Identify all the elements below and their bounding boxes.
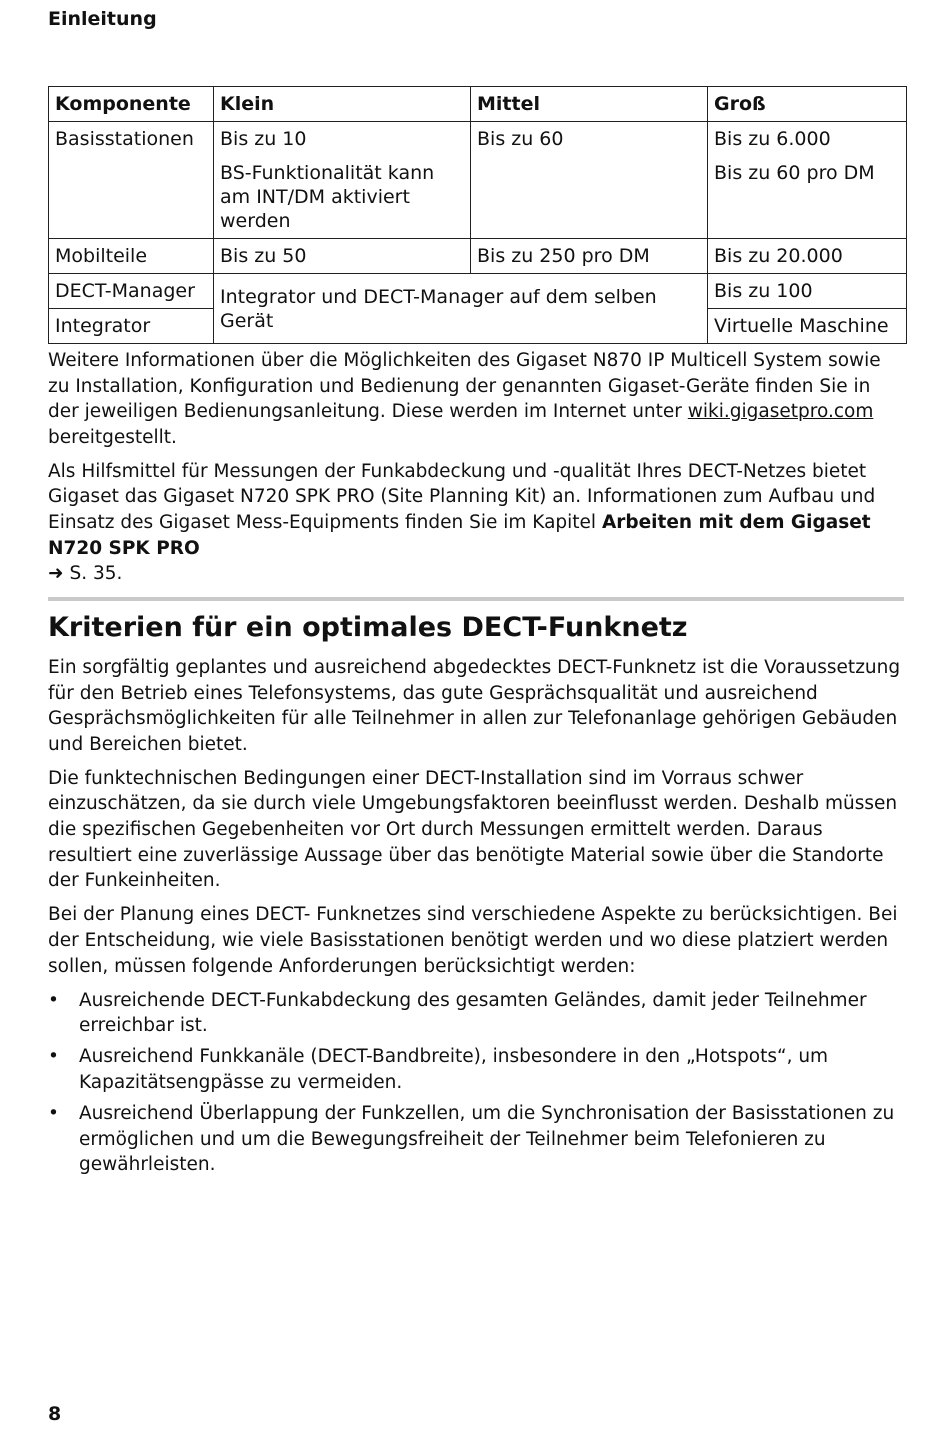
cell-note: Bis zu 60 pro DM — [714, 162, 875, 184]
section-body — [48, 655, 906, 1183]
list-item-text: Ausreichend Funkkanäle (DECT-Bandbreite), insbesondere in den „Hotspots“, um Kapazitätsengpässe zu vermeiden. — [79, 1046, 829, 1093]
paragraph-text: Weitere Informationen über die Möglichkeiten des Gigaset N870 IP Multicell System sowie zu Installation, Konfiguration und Bedienung der genannten Gigaset-Geräte finden Sie in der jeweiligen Bedienungsanleitung. Diese werden im Internet unter — [48, 350, 881, 423]
paragraph — [48, 459, 906, 587]
table-cell: Bis zu 100 — [708, 274, 907, 309]
list-item — [48, 1044, 906, 1095]
section-divider — [48, 597, 904, 601]
table-row — [49, 239, 907, 274]
arrow-right-icon: ➜ — [48, 563, 64, 585]
column-header: Mittel — [471, 87, 708, 122]
merged-cell: Integrator und DECT-Manager auf dem selben Gerät — [214, 274, 708, 344]
bullet-icon: • — [48, 1103, 59, 1124]
table-header-row — [49, 87, 907, 122]
table-row — [49, 274, 907, 309]
table-cell: Basisstationen — [49, 122, 214, 239]
page-header-title: Einleitung — [48, 8, 157, 30]
list-item-text: Ausreichende DECT-Funkabdeckung des gesamten Geländes, damit jeder Teilnehmer erreichbar ist. — [79, 989, 867, 1037]
table-cell: Bis zu 250 pro DM — [471, 239, 708, 274]
table-cell — [708, 122, 907, 239]
bullet-icon: • — [48, 989, 59, 1011]
table-cell: Virtuelle Maschine — [708, 309, 907, 344]
paragraph: Ein sorgfältig geplantes und ausreichend abgedecktes DECT-Funknetz ist die Voraussetzung für den Betrieb eines Telefonsystems, das gute Gesprächsqualität und ausreichend Gesprächsmöglichkeiten für alle Teilnehmer in allen zur Telefonanlage gehörigen Gebäuden und Bereichen bietet. — [48, 657, 901, 755]
paragraph — [48, 348, 906, 450]
paragraph-text: bereitgestellt. — [48, 426, 177, 448]
cell-text: Bis zu 10 — [220, 128, 307, 150]
table-cell: Bis zu 60 — [471, 122, 708, 239]
table-cell: Integrator — [49, 309, 214, 344]
section-title: Kriterien für ein optimales DECT-Funknetz — [48, 612, 688, 643]
bullet-icon: • — [48, 1046, 59, 1068]
column-header: Komponente — [49, 87, 214, 122]
component-table — [48, 86, 907, 344]
list-item — [48, 1101, 906, 1178]
page-number: 8 — [48, 1403, 62, 1425]
wiki-link[interactable]: wiki.gigasetpro.com — [687, 401, 874, 423]
page-reference-link[interactable]: S. 35. — [69, 563, 123, 585]
list-item — [48, 988, 906, 1039]
paragraph: Die funktechnischen Bedingungen einer DECT-Installation sind im Vorraus schwer einzuschätzen, da sie durch viele Umgebungsfaktoren beeinflusst werden. Deshalb müssen die spezifischen Gegebenheiten vor Ort durch Messungen ermittelt werden. Daraus resultiert eine zuverlässige Aussage über das benötigte Material sowie über die Standorte der Funkeinheiten. — [48, 767, 898, 892]
table-cell: Bis zu 20.000 — [708, 239, 907, 274]
paragraph-text: Als Hilfsmittel für Messungen der Funkabdeckung und -qualität Ihres DECT-Netzes bietet Gigaset das Gigaset N720 SPK PRO (Site Planning Kit) an. Informationen zum Aufbau und Einsatz des Gigaset Mess-Equipments finden Sie im Kapitel — [48, 460, 876, 534]
chapter-reference: Arbeiten mit dem Gigaset N720 SPK PRO — [48, 512, 871, 559]
paragraph: Bei der Planung eines DECT- Funknetzes sind verschiedene Aspekte zu berücksichtigen. Bei der Entscheidung, wie viele Basisstationen benötigt werden und wo diese platziert werden sollen, müssen folgende Anforderungen berücksichtigt werden: — [48, 904, 898, 977]
column-header: Klein — [214, 87, 471, 122]
table-cell: Mobilteile — [49, 239, 214, 274]
list-item-text: Ausreichend Überlappung der Funkzellen, um die Synchronisation der Basisstationen zu ermöglichen und um die Bewegungsfreiheit der Teilnehmer beim Telefonieren zu gewährleisten. — [79, 1103, 895, 1176]
table-cell: DECT-Manager — [49, 274, 214, 309]
requirements-list — [48, 988, 906, 1178]
column-header: Groß — [708, 87, 907, 122]
table-cell: Bis zu 50 — [214, 239, 471, 274]
intro-text — [48, 348, 906, 595]
cell-note: BS-Funktionalität kann am INT/DM aktiviert werden — [220, 162, 435, 232]
cell-text: Bis zu 6.000 — [714, 128, 831, 150]
table-row — [49, 122, 907, 239]
table-cell — [214, 122, 471, 239]
